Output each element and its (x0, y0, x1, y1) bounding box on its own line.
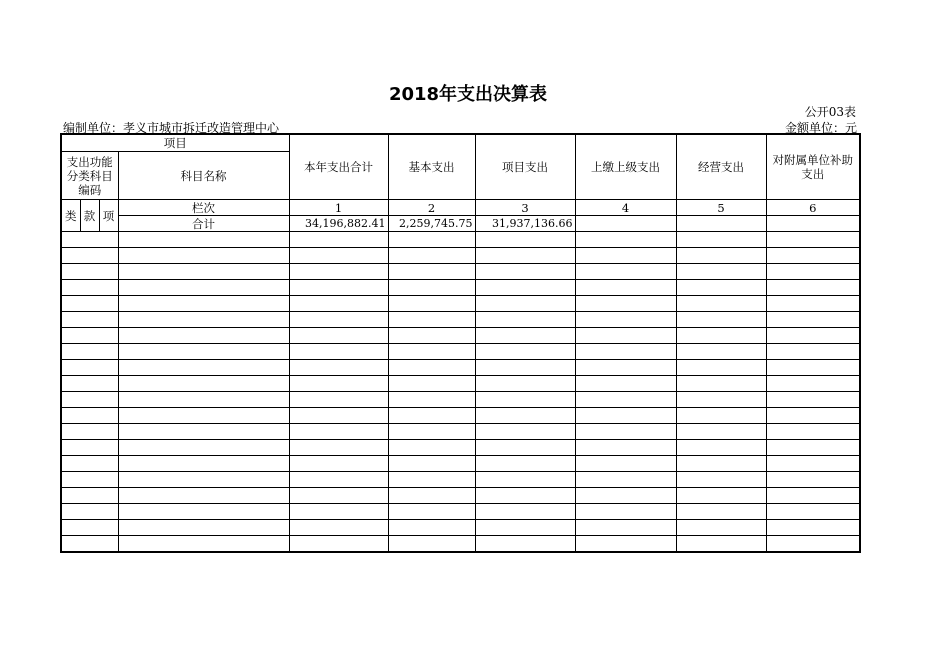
empty-cell (289, 344, 388, 360)
table-row (61, 456, 860, 472)
empty-cell (475, 504, 575, 520)
empty-cell (575, 504, 676, 520)
empty-cell (475, 392, 575, 408)
table-row (61, 472, 860, 488)
header-subject-name: 科目名称 (118, 152, 289, 200)
empty-cell (676, 408, 766, 424)
amount-unit: 金额单位：元 (784, 121, 857, 135)
total-value: 34,196,882.41 (289, 216, 388, 232)
empty-cell (475, 488, 575, 504)
column-index: 6 (766, 200, 860, 216)
empty-cell (61, 536, 118, 553)
empty-cell (766, 504, 860, 520)
empty-cell (388, 328, 475, 344)
empty-cell (475, 264, 575, 280)
empty-cell (575, 280, 676, 296)
empty-cell (61, 344, 118, 360)
empty-cell (118, 312, 289, 328)
empty-cell (475, 424, 575, 440)
empty-cell (766, 280, 860, 296)
empty-cell (289, 472, 388, 488)
empty-cell (475, 376, 575, 392)
table-row (61, 504, 860, 520)
empty-cell (575, 440, 676, 456)
empty-cell (61, 424, 118, 440)
empty-cell (388, 232, 475, 248)
empty-cell (766, 312, 860, 328)
empty-cell (575, 520, 676, 536)
empty-cell (289, 264, 388, 280)
empty-cell (118, 440, 289, 456)
empty-cell (766, 456, 860, 472)
empty-cell (289, 232, 388, 248)
empty-cell (388, 520, 475, 536)
total-value (766, 216, 860, 232)
empty-cell (61, 232, 118, 248)
empty-cell (676, 424, 766, 440)
empty-cell (118, 536, 289, 553)
table-row (61, 280, 860, 296)
empty-cell (61, 264, 118, 280)
table-row (61, 488, 860, 504)
header-operating-expenditure: 经营支出 (676, 134, 766, 200)
empty-cell (475, 232, 575, 248)
empty-cell (289, 248, 388, 264)
empty-cell (475, 344, 575, 360)
empty-cell (575, 360, 676, 376)
empty-cell (388, 360, 475, 376)
empty-cell (766, 392, 860, 408)
empty-cell (575, 312, 676, 328)
table-row (61, 424, 860, 440)
empty-cell (61, 472, 118, 488)
table-row (61, 440, 860, 456)
empty-cell (61, 392, 118, 408)
empty-cell (388, 472, 475, 488)
empty-cell (766, 360, 860, 376)
empty-cell (61, 504, 118, 520)
empty-cell (766, 344, 860, 360)
empty-cell (575, 264, 676, 280)
empty-cell (575, 232, 676, 248)
empty-cell (289, 504, 388, 520)
empty-cell (475, 520, 575, 536)
empty-cell (575, 248, 676, 264)
empty-cell (676, 360, 766, 376)
header-kuan: 款 (80, 200, 99, 232)
column-index: 5 (676, 200, 766, 216)
empty-cell (118, 488, 289, 504)
empty-cell (289, 520, 388, 536)
empty-cell (676, 392, 766, 408)
expenditure-table (60, 133, 861, 553)
empty-cell (289, 328, 388, 344)
total-value (575, 216, 676, 232)
form-number: 公开03表 (804, 105, 856, 119)
table-row (61, 536, 860, 553)
empty-cell (388, 536, 475, 553)
empty-cell (61, 440, 118, 456)
empty-cell (289, 440, 388, 456)
empty-cell (289, 392, 388, 408)
total-label: 合计 (118, 216, 289, 232)
empty-cell (289, 296, 388, 312)
empty-cell (118, 248, 289, 264)
empty-cell (289, 408, 388, 424)
empty-cell (475, 440, 575, 456)
empty-cell (289, 536, 388, 553)
header-lei: 类 (61, 200, 80, 232)
empty-cell (676, 536, 766, 553)
empty-cell (388, 248, 475, 264)
empty-cell (289, 360, 388, 376)
empty-cell (61, 360, 118, 376)
empty-cell (61, 280, 118, 296)
empty-cell (118, 280, 289, 296)
empty-cell (61, 408, 118, 424)
report-title: 2018年支出决算表 (388, 84, 548, 105)
empty-cell (676, 328, 766, 344)
empty-cell (676, 440, 766, 456)
empty-cell (766, 488, 860, 504)
total-value (676, 216, 766, 232)
empty-cell (575, 408, 676, 424)
empty-cell (475, 456, 575, 472)
empty-cell (475, 328, 575, 344)
empty-cell (118, 296, 289, 312)
empty-cell (388, 488, 475, 504)
column-index: 2 (388, 200, 475, 216)
empty-cell (676, 488, 766, 504)
empty-cell (575, 472, 676, 488)
empty-cell (575, 456, 676, 472)
column-index: 4 (575, 200, 676, 216)
header-total-expenditure: 本年支出合计 (289, 134, 388, 200)
table-row (61, 312, 860, 328)
empty-cell (388, 456, 475, 472)
empty-cell (766, 264, 860, 280)
empty-cell (766, 232, 860, 248)
empty-cell (575, 536, 676, 553)
empty-cell (676, 504, 766, 520)
empty-cell (676, 312, 766, 328)
compiling-unit: 编制单位：孝义市城市拆迁改造管理中心 (63, 121, 280, 135)
empty-cell (61, 520, 118, 536)
empty-cell (388, 264, 475, 280)
empty-cell (289, 456, 388, 472)
empty-cell (61, 312, 118, 328)
header-remit-superior: 上缴上级支出 (575, 134, 676, 200)
empty-cell (575, 376, 676, 392)
column-index-label: 栏次 (118, 200, 289, 216)
empty-cell (118, 520, 289, 536)
column-index: 3 (475, 200, 575, 216)
empty-cell (388, 376, 475, 392)
empty-cell (118, 328, 289, 344)
empty-cell (118, 472, 289, 488)
header-function-code: 支出功能分类科目编码 (61, 152, 118, 200)
empty-cell (118, 344, 289, 360)
table-row (61, 296, 860, 312)
empty-cell (388, 392, 475, 408)
empty-cell (676, 296, 766, 312)
column-index: 1 (289, 200, 388, 216)
empty-cell (475, 248, 575, 264)
table-row (61, 248, 860, 264)
empty-cell (118, 264, 289, 280)
header-item: 项目 (61, 134, 289, 152)
empty-cell (388, 344, 475, 360)
empty-cell (766, 376, 860, 392)
empty-cell (61, 376, 118, 392)
table-row (61, 376, 860, 392)
empty-cell (475, 280, 575, 296)
table-row (61, 232, 860, 248)
empty-cell (676, 376, 766, 392)
empty-cell (475, 312, 575, 328)
empty-cell (388, 312, 475, 328)
empty-cell (475, 296, 575, 312)
empty-cell (289, 376, 388, 392)
empty-cell (118, 392, 289, 408)
header-project-expenditure: 项目支出 (475, 134, 575, 200)
total-value: 31,937,136.66 (475, 216, 575, 232)
table-row (61, 408, 860, 424)
header-basic-expenditure: 基本支出 (388, 134, 475, 200)
empty-cell (766, 408, 860, 424)
empty-cell (118, 360, 289, 376)
empty-cell (118, 504, 289, 520)
empty-cell (575, 392, 676, 408)
empty-cell (388, 440, 475, 456)
empty-cell (61, 296, 118, 312)
empty-cell (61, 328, 118, 344)
empty-cell (388, 408, 475, 424)
empty-cell (766, 440, 860, 456)
total-value: 2,259,745.75 (388, 216, 475, 232)
table-row (61, 344, 860, 360)
empty-cell (766, 248, 860, 264)
table-row (61, 520, 860, 536)
empty-cell (676, 248, 766, 264)
empty-cell (388, 424, 475, 440)
table-row (61, 328, 860, 344)
empty-cell (766, 520, 860, 536)
table-row (61, 392, 860, 408)
empty-cell (676, 520, 766, 536)
empty-cell (289, 488, 388, 504)
empty-cell (289, 280, 388, 296)
empty-cell (61, 456, 118, 472)
header-xiang: 项 (99, 200, 118, 232)
empty-cell (289, 312, 388, 328)
empty-cell (575, 488, 676, 504)
empty-cell (118, 408, 289, 424)
empty-cell (388, 504, 475, 520)
empty-cell (575, 328, 676, 344)
empty-cell (61, 488, 118, 504)
empty-cell (118, 456, 289, 472)
empty-cell (676, 344, 766, 360)
empty-cell (766, 424, 860, 440)
table-row (61, 360, 860, 376)
empty-cell (118, 376, 289, 392)
empty-cell (766, 296, 860, 312)
empty-cell (575, 424, 676, 440)
empty-cell (575, 344, 676, 360)
empty-cell (676, 264, 766, 280)
empty-cell (676, 280, 766, 296)
empty-cell (388, 280, 475, 296)
empty-cell (575, 296, 676, 312)
empty-cell (676, 472, 766, 488)
empty-cell (676, 232, 766, 248)
empty-cell (61, 248, 118, 264)
empty-cell (475, 472, 575, 488)
empty-cell (766, 472, 860, 488)
header-subsidy-subordinate: 对附属单位补助支出 (766, 134, 860, 200)
empty-cell (475, 408, 575, 424)
table-row (61, 264, 860, 280)
empty-cell (388, 296, 475, 312)
empty-cell (475, 360, 575, 376)
empty-cell (475, 536, 575, 553)
empty-cell (118, 232, 289, 248)
empty-cell (118, 424, 289, 440)
empty-cell (676, 456, 766, 472)
empty-cell (766, 536, 860, 553)
empty-cell (289, 424, 388, 440)
empty-cell (766, 328, 860, 344)
